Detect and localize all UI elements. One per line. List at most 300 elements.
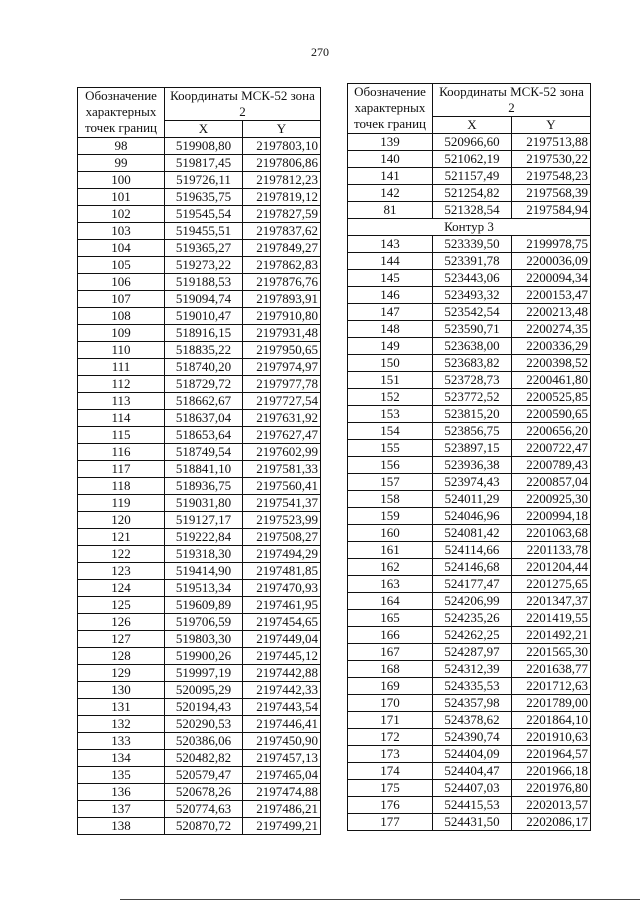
x-coordinate-cell: 523590,71	[433, 321, 512, 338]
y-coordinate-cell: 2197445,12	[243, 648, 321, 665]
y-coordinate-cell: 2197457,13	[243, 750, 321, 767]
x-coordinate-cell: 524287,97	[433, 644, 512, 661]
point-number-cell: 110	[78, 342, 165, 359]
table-row	[348, 270, 591, 287]
y-coordinate-cell: 2197530,22	[512, 151, 591, 168]
point-number-cell: 121	[78, 529, 165, 546]
y-coordinate-cell: 2200094,34	[512, 270, 591, 287]
point-number-cell: 111	[78, 359, 165, 376]
table-row	[348, 797, 591, 814]
y-coordinate-cell: 2197806,86	[243, 155, 321, 172]
header-y: Y	[512, 117, 591, 134]
x-coordinate-cell: 519365,27	[165, 240, 243, 257]
point-number-cell: 153	[348, 406, 433, 423]
y-coordinate-cell: 2202086,17	[512, 814, 591, 831]
y-coordinate-cell: 2197450,90	[243, 733, 321, 750]
point-number-cell: 123	[78, 563, 165, 580]
table-row	[78, 393, 321, 410]
point-number-cell: 157	[348, 474, 433, 491]
point-number-cell: 100	[78, 172, 165, 189]
y-coordinate-cell: 2197977,78	[243, 376, 321, 393]
y-coordinate-cell: 2197893,91	[243, 291, 321, 308]
x-coordinate-cell: 519094,74	[165, 291, 243, 308]
table-row	[348, 168, 591, 185]
y-coordinate-cell: 2197931,48	[243, 325, 321, 342]
table-row	[78, 189, 321, 206]
table-row	[78, 801, 321, 818]
table-row	[78, 206, 321, 223]
y-coordinate-cell: 2200036,09	[512, 253, 591, 270]
left-table-header	[78, 88, 321, 138]
x-coordinate-cell: 523638,00	[433, 338, 512, 355]
table-row	[78, 495, 321, 512]
table-row	[78, 325, 321, 342]
table-row	[348, 389, 591, 406]
y-coordinate-cell: 2200722,47	[512, 440, 591, 457]
point-number-cell: 162	[348, 559, 433, 576]
x-coordinate-cell: 524390,74	[433, 729, 512, 746]
y-coordinate-cell: 2197827,59	[243, 206, 321, 223]
table-row	[348, 440, 591, 457]
x-coordinate-cell: 521062,19	[433, 151, 512, 168]
y-coordinate-cell: 2197862,83	[243, 257, 321, 274]
x-coordinate-cell: 523493,32	[433, 287, 512, 304]
y-coordinate-cell: 2200994,18	[512, 508, 591, 525]
x-coordinate-cell: 518637,04	[165, 410, 243, 427]
y-coordinate-cell: 2197627,47	[243, 427, 321, 444]
right-coordinates-table	[347, 83, 591, 831]
header-point-designation: Обозначение характерных точек границ	[348, 84, 433, 134]
y-coordinate-cell: 2200336,29	[512, 338, 591, 355]
point-number-cell: 176	[348, 797, 433, 814]
point-number-cell: 139	[348, 134, 433, 151]
point-number-cell: 126	[78, 614, 165, 631]
x-coordinate-cell: 524146,68	[433, 559, 512, 576]
x-coordinate-cell: 518749,54	[165, 444, 243, 461]
x-coordinate-cell: 521328,54	[433, 202, 512, 219]
table-row	[348, 763, 591, 780]
x-coordinate-cell: 519706,59	[165, 614, 243, 631]
x-coordinate-cell: 523683,82	[433, 355, 512, 372]
x-coordinate-cell: 523974,43	[433, 474, 512, 491]
table-row	[348, 610, 591, 627]
point-number-cell: 122	[78, 546, 165, 563]
point-number-cell: 104	[78, 240, 165, 257]
header-coordinates: Координаты МСК-52 зона 2	[165, 88, 321, 121]
table-row	[78, 274, 321, 291]
table-row	[348, 712, 591, 729]
table-row	[78, 631, 321, 648]
y-coordinate-cell: 2197631,92	[243, 410, 321, 427]
point-number-cell: 140	[348, 151, 433, 168]
point-number-cell: 169	[348, 678, 433, 695]
x-coordinate-cell: 518916,15	[165, 325, 243, 342]
y-coordinate-cell: 2197499,21	[243, 818, 321, 835]
x-coordinate-cell: 524431,50	[433, 814, 512, 831]
y-coordinate-cell: 2197443,54	[243, 699, 321, 716]
x-coordinate-cell: 519455,51	[165, 223, 243, 240]
table-row	[78, 614, 321, 631]
contour-label: Контур 3	[348, 219, 591, 236]
x-coordinate-cell: 519900,26	[165, 648, 243, 665]
x-coordinate-cell: 520966,60	[433, 134, 512, 151]
y-coordinate-cell: 2197819,12	[243, 189, 321, 206]
point-number-cell: 125	[78, 597, 165, 614]
y-coordinate-cell: 2200153,47	[512, 287, 591, 304]
table-row	[78, 257, 321, 274]
page-number: 270	[311, 45, 329, 59]
point-number-cell: 101	[78, 189, 165, 206]
x-coordinate-cell: 519318,30	[165, 546, 243, 563]
x-coordinate-cell: 524357,98	[433, 695, 512, 712]
header-coordinates: Координаты МСК-52 зона 2	[433, 84, 591, 117]
table-row	[348, 678, 591, 695]
x-coordinate-cell: 519997,19	[165, 665, 243, 682]
point-number-cell: 127	[78, 631, 165, 648]
x-coordinate-cell: 523772,52	[433, 389, 512, 406]
x-coordinate-cell: 524415,53	[433, 797, 512, 814]
y-coordinate-cell: 2197494,29	[243, 546, 321, 563]
point-number-cell: 128	[78, 648, 165, 665]
x-coordinate-cell: 524404,09	[433, 746, 512, 763]
table-row	[348, 661, 591, 678]
x-coordinate-cell: 524046,96	[433, 508, 512, 525]
point-number-cell: 151	[348, 372, 433, 389]
x-coordinate-cell: 524378,62	[433, 712, 512, 729]
y-coordinate-cell: 2202013,57	[512, 797, 591, 814]
y-coordinate-cell: 2197837,62	[243, 223, 321, 240]
point-number-cell: 115	[78, 427, 165, 444]
table-row	[78, 291, 321, 308]
y-coordinate-cell: 2197812,23	[243, 172, 321, 189]
table-row	[348, 542, 591, 559]
header-x: X	[433, 117, 512, 134]
point-number-cell: 174	[348, 763, 433, 780]
x-coordinate-cell: 524206,99	[433, 593, 512, 610]
table-row	[78, 784, 321, 801]
table-row	[348, 304, 591, 321]
page-bottom-edge	[120, 899, 640, 900]
x-coordinate-cell: 518662,67	[165, 393, 243, 410]
table-row	[78, 682, 321, 699]
point-number-cell: 142	[348, 185, 433, 202]
y-coordinate-cell: 2197523,99	[243, 512, 321, 529]
point-number-cell: 160	[348, 525, 433, 542]
x-coordinate-cell: 521157,49	[433, 168, 512, 185]
table-row	[348, 474, 591, 491]
x-coordinate-cell: 523542,54	[433, 304, 512, 321]
point-number-cell: 98	[78, 138, 165, 155]
x-coordinate-cell: 520194,43	[165, 699, 243, 716]
point-number-cell: 137	[78, 801, 165, 818]
x-coordinate-cell: 524404,47	[433, 763, 512, 780]
x-coordinate-cell: 523856,75	[433, 423, 512, 440]
point-number-cell: 113	[78, 393, 165, 410]
y-coordinate-cell: 2197803,10	[243, 138, 321, 155]
point-number-cell: 103	[78, 223, 165, 240]
table-row	[78, 427, 321, 444]
x-coordinate-cell: 518729,72	[165, 376, 243, 393]
x-coordinate-cell: 524335,53	[433, 678, 512, 695]
header-point-designation: Обозначение характерных точек границ	[78, 88, 165, 138]
table-row	[78, 716, 321, 733]
y-coordinate-cell: 2197568,39	[512, 185, 591, 202]
y-coordinate-cell: 2197449,04	[243, 631, 321, 648]
point-number-cell: 135	[78, 767, 165, 784]
point-number-cell: 147	[348, 304, 433, 321]
y-coordinate-cell: 2197486,21	[243, 801, 321, 818]
table-row	[78, 410, 321, 427]
x-coordinate-cell: 520579,47	[165, 767, 243, 784]
x-coordinate-cell: 519188,53	[165, 274, 243, 291]
table-row	[348, 406, 591, 423]
y-coordinate-cell: 2201966,18	[512, 763, 591, 780]
point-number-cell: 130	[78, 682, 165, 699]
point-number-cell: 129	[78, 665, 165, 682]
table-row	[348, 525, 591, 542]
table-row	[78, 512, 321, 529]
x-coordinate-cell: 523897,15	[433, 440, 512, 457]
x-coordinate-cell: 524262,25	[433, 627, 512, 644]
x-coordinate-cell: 520482,82	[165, 750, 243, 767]
table-row	[348, 134, 591, 151]
table-row	[78, 750, 321, 767]
y-coordinate-cell: 2197442,88	[243, 665, 321, 682]
point-number-cell: 109	[78, 325, 165, 342]
x-coordinate-cell: 520870,72	[165, 818, 243, 835]
x-coordinate-cell: 520774,63	[165, 801, 243, 818]
y-coordinate-cell: 2201712,63	[512, 678, 591, 695]
y-coordinate-cell: 2200398,52	[512, 355, 591, 372]
point-number-cell: 108	[78, 308, 165, 325]
x-coordinate-cell: 523936,38	[433, 457, 512, 474]
table-row	[348, 236, 591, 253]
y-coordinate-cell: 2201492,21	[512, 627, 591, 644]
table-row	[78, 597, 321, 614]
point-number-cell: 114	[78, 410, 165, 427]
y-coordinate-cell: 2197474,88	[243, 784, 321, 801]
point-number-cell: 164	[348, 593, 433, 610]
table-row	[78, 580, 321, 597]
table-row	[348, 593, 591, 610]
point-number-cell: 144	[348, 253, 433, 270]
table-row	[78, 223, 321, 240]
table-row	[78, 461, 321, 478]
point-number-cell: 177	[348, 814, 433, 831]
point-number-cell: 143	[348, 236, 433, 253]
table-row	[348, 151, 591, 168]
y-coordinate-cell: 2199978,75	[512, 236, 591, 253]
table-row	[348, 457, 591, 474]
left-coordinates-table	[77, 87, 321, 835]
header-y: Y	[243, 121, 321, 138]
x-coordinate-cell: 523443,06	[433, 270, 512, 287]
point-number-cell: 149	[348, 338, 433, 355]
y-coordinate-cell: 2201638,77	[512, 661, 591, 678]
point-number-cell: 99	[78, 155, 165, 172]
point-number-cell: 155	[348, 440, 433, 457]
x-coordinate-cell: 519031,80	[165, 495, 243, 512]
point-number-cell: 148	[348, 321, 433, 338]
y-coordinate-cell: 2197454,65	[243, 614, 321, 631]
point-number-cell: 152	[348, 389, 433, 406]
x-coordinate-cell: 524312,39	[433, 661, 512, 678]
point-number-cell: 131	[78, 699, 165, 716]
point-number-cell: 119	[78, 495, 165, 512]
table-row	[78, 767, 321, 784]
x-coordinate-cell: 518740,20	[165, 359, 243, 376]
x-coordinate-cell: 520678,26	[165, 784, 243, 801]
x-coordinate-cell: 524011,29	[433, 491, 512, 508]
x-coordinate-cell: 519273,22	[165, 257, 243, 274]
y-coordinate-cell: 2197876,76	[243, 274, 321, 291]
y-coordinate-cell: 2201565,30	[512, 644, 591, 661]
point-number-cell: 141	[348, 168, 433, 185]
x-coordinate-cell: 519803,30	[165, 631, 243, 648]
x-coordinate-cell: 523728,73	[433, 372, 512, 389]
x-coordinate-cell: 520386,06	[165, 733, 243, 750]
y-coordinate-cell: 2201789,00	[512, 695, 591, 712]
table-row	[78, 648, 321, 665]
y-coordinate-cell: 2201133,78	[512, 542, 591, 559]
table-row	[78, 546, 321, 563]
y-coordinate-cell: 2201204,44	[512, 559, 591, 576]
point-number-cell: 171	[348, 712, 433, 729]
y-coordinate-cell: 2200656,20	[512, 423, 591, 440]
x-coordinate-cell: 520095,29	[165, 682, 243, 699]
table-row	[348, 287, 591, 304]
table-row	[78, 478, 321, 495]
x-coordinate-cell: 519817,45	[165, 155, 243, 172]
table-row	[78, 155, 321, 172]
table-row	[348, 355, 591, 372]
point-number-cell: 124	[78, 580, 165, 597]
point-number-cell: 166	[348, 627, 433, 644]
point-number-cell: 154	[348, 423, 433, 440]
x-coordinate-cell: 524177,47	[433, 576, 512, 593]
x-coordinate-cell: 519010,47	[165, 308, 243, 325]
y-coordinate-cell: 2197581,33	[243, 461, 321, 478]
right-table-header	[348, 84, 591, 134]
y-coordinate-cell: 2197513,88	[512, 134, 591, 151]
y-coordinate-cell: 2201976,80	[512, 780, 591, 797]
x-coordinate-cell: 518653,64	[165, 427, 243, 444]
y-coordinate-cell: 2201063,68	[512, 525, 591, 542]
y-coordinate-cell: 2197481,85	[243, 563, 321, 580]
table-row	[78, 699, 321, 716]
y-coordinate-cell: 2197727,54	[243, 393, 321, 410]
x-coordinate-cell: 523339,50	[433, 236, 512, 253]
table-row	[78, 138, 321, 155]
x-coordinate-cell: 519726,11	[165, 172, 243, 189]
y-coordinate-cell: 2197974,97	[243, 359, 321, 376]
y-coordinate-cell: 2197584,94	[512, 202, 591, 219]
point-number-cell: 172	[348, 729, 433, 746]
x-coordinate-cell: 519609,89	[165, 597, 243, 614]
right-table-body	[348, 134, 591, 831]
point-number-cell: 134	[78, 750, 165, 767]
table-row	[348, 780, 591, 797]
x-coordinate-cell: 524081,42	[433, 525, 512, 542]
y-coordinate-cell: 2197910,80	[243, 308, 321, 325]
x-coordinate-cell: 518936,75	[165, 478, 243, 495]
table-row	[78, 240, 321, 257]
x-coordinate-cell: 519222,84	[165, 529, 243, 546]
y-coordinate-cell: 2200274,35	[512, 321, 591, 338]
y-coordinate-cell: 2200525,85	[512, 389, 591, 406]
table-row	[348, 644, 591, 661]
point-number-cell: 120	[78, 512, 165, 529]
table-row	[78, 818, 321, 835]
x-coordinate-cell: 524235,26	[433, 610, 512, 627]
table-row	[348, 253, 591, 270]
table-row	[348, 321, 591, 338]
table-row	[78, 172, 321, 189]
x-coordinate-cell: 519127,17	[165, 512, 243, 529]
point-number-cell: 107	[78, 291, 165, 308]
table-row	[78, 444, 321, 461]
table-row	[348, 508, 591, 525]
table-row	[348, 729, 591, 746]
point-number-cell: 146	[348, 287, 433, 304]
point-number-cell: 136	[78, 784, 165, 801]
y-coordinate-cell: 2197560,41	[243, 478, 321, 495]
x-coordinate-cell: 519908,80	[165, 138, 243, 155]
table-row	[78, 359, 321, 376]
y-coordinate-cell: 2197461,95	[243, 597, 321, 614]
left-table-body	[78, 138, 321, 835]
y-coordinate-cell: 2197508,27	[243, 529, 321, 546]
y-coordinate-cell: 2200461,80	[512, 372, 591, 389]
y-coordinate-cell: 2197541,37	[243, 495, 321, 512]
point-number-cell: 132	[78, 716, 165, 733]
point-number-cell: 102	[78, 206, 165, 223]
y-coordinate-cell: 2201910,63	[512, 729, 591, 746]
x-coordinate-cell: 519414,90	[165, 563, 243, 580]
table-row	[78, 733, 321, 750]
point-number-cell: 118	[78, 478, 165, 495]
y-coordinate-cell: 2200590,65	[512, 406, 591, 423]
table-row	[78, 342, 321, 359]
y-coordinate-cell: 2200925,30	[512, 491, 591, 508]
x-coordinate-cell: 523391,78	[433, 253, 512, 270]
table-row	[348, 491, 591, 508]
y-coordinate-cell: 2201964,57	[512, 746, 591, 763]
point-number-cell: 145	[348, 270, 433, 287]
point-number-cell: 156	[348, 457, 433, 474]
table-row	[348, 814, 591, 831]
point-number-cell: 168	[348, 661, 433, 678]
y-coordinate-cell: 2200857,04	[512, 474, 591, 491]
x-coordinate-cell: 524407,03	[433, 780, 512, 797]
table-row	[78, 665, 321, 682]
table-row	[78, 308, 321, 325]
x-coordinate-cell: 518841,10	[165, 461, 243, 478]
table-row	[348, 423, 591, 440]
point-number-cell: 175	[348, 780, 433, 797]
y-coordinate-cell: 2197548,23	[512, 168, 591, 185]
table-row	[348, 627, 591, 644]
x-coordinate-cell: 523815,20	[433, 406, 512, 423]
table-row	[348, 202, 591, 219]
point-number-cell: 138	[78, 818, 165, 835]
table-row	[78, 563, 321, 580]
point-number-cell: 173	[348, 746, 433, 763]
header-x: X	[165, 121, 243, 138]
point-number-cell: 170	[348, 695, 433, 712]
point-number-cell: 161	[348, 542, 433, 559]
table-row	[348, 576, 591, 593]
